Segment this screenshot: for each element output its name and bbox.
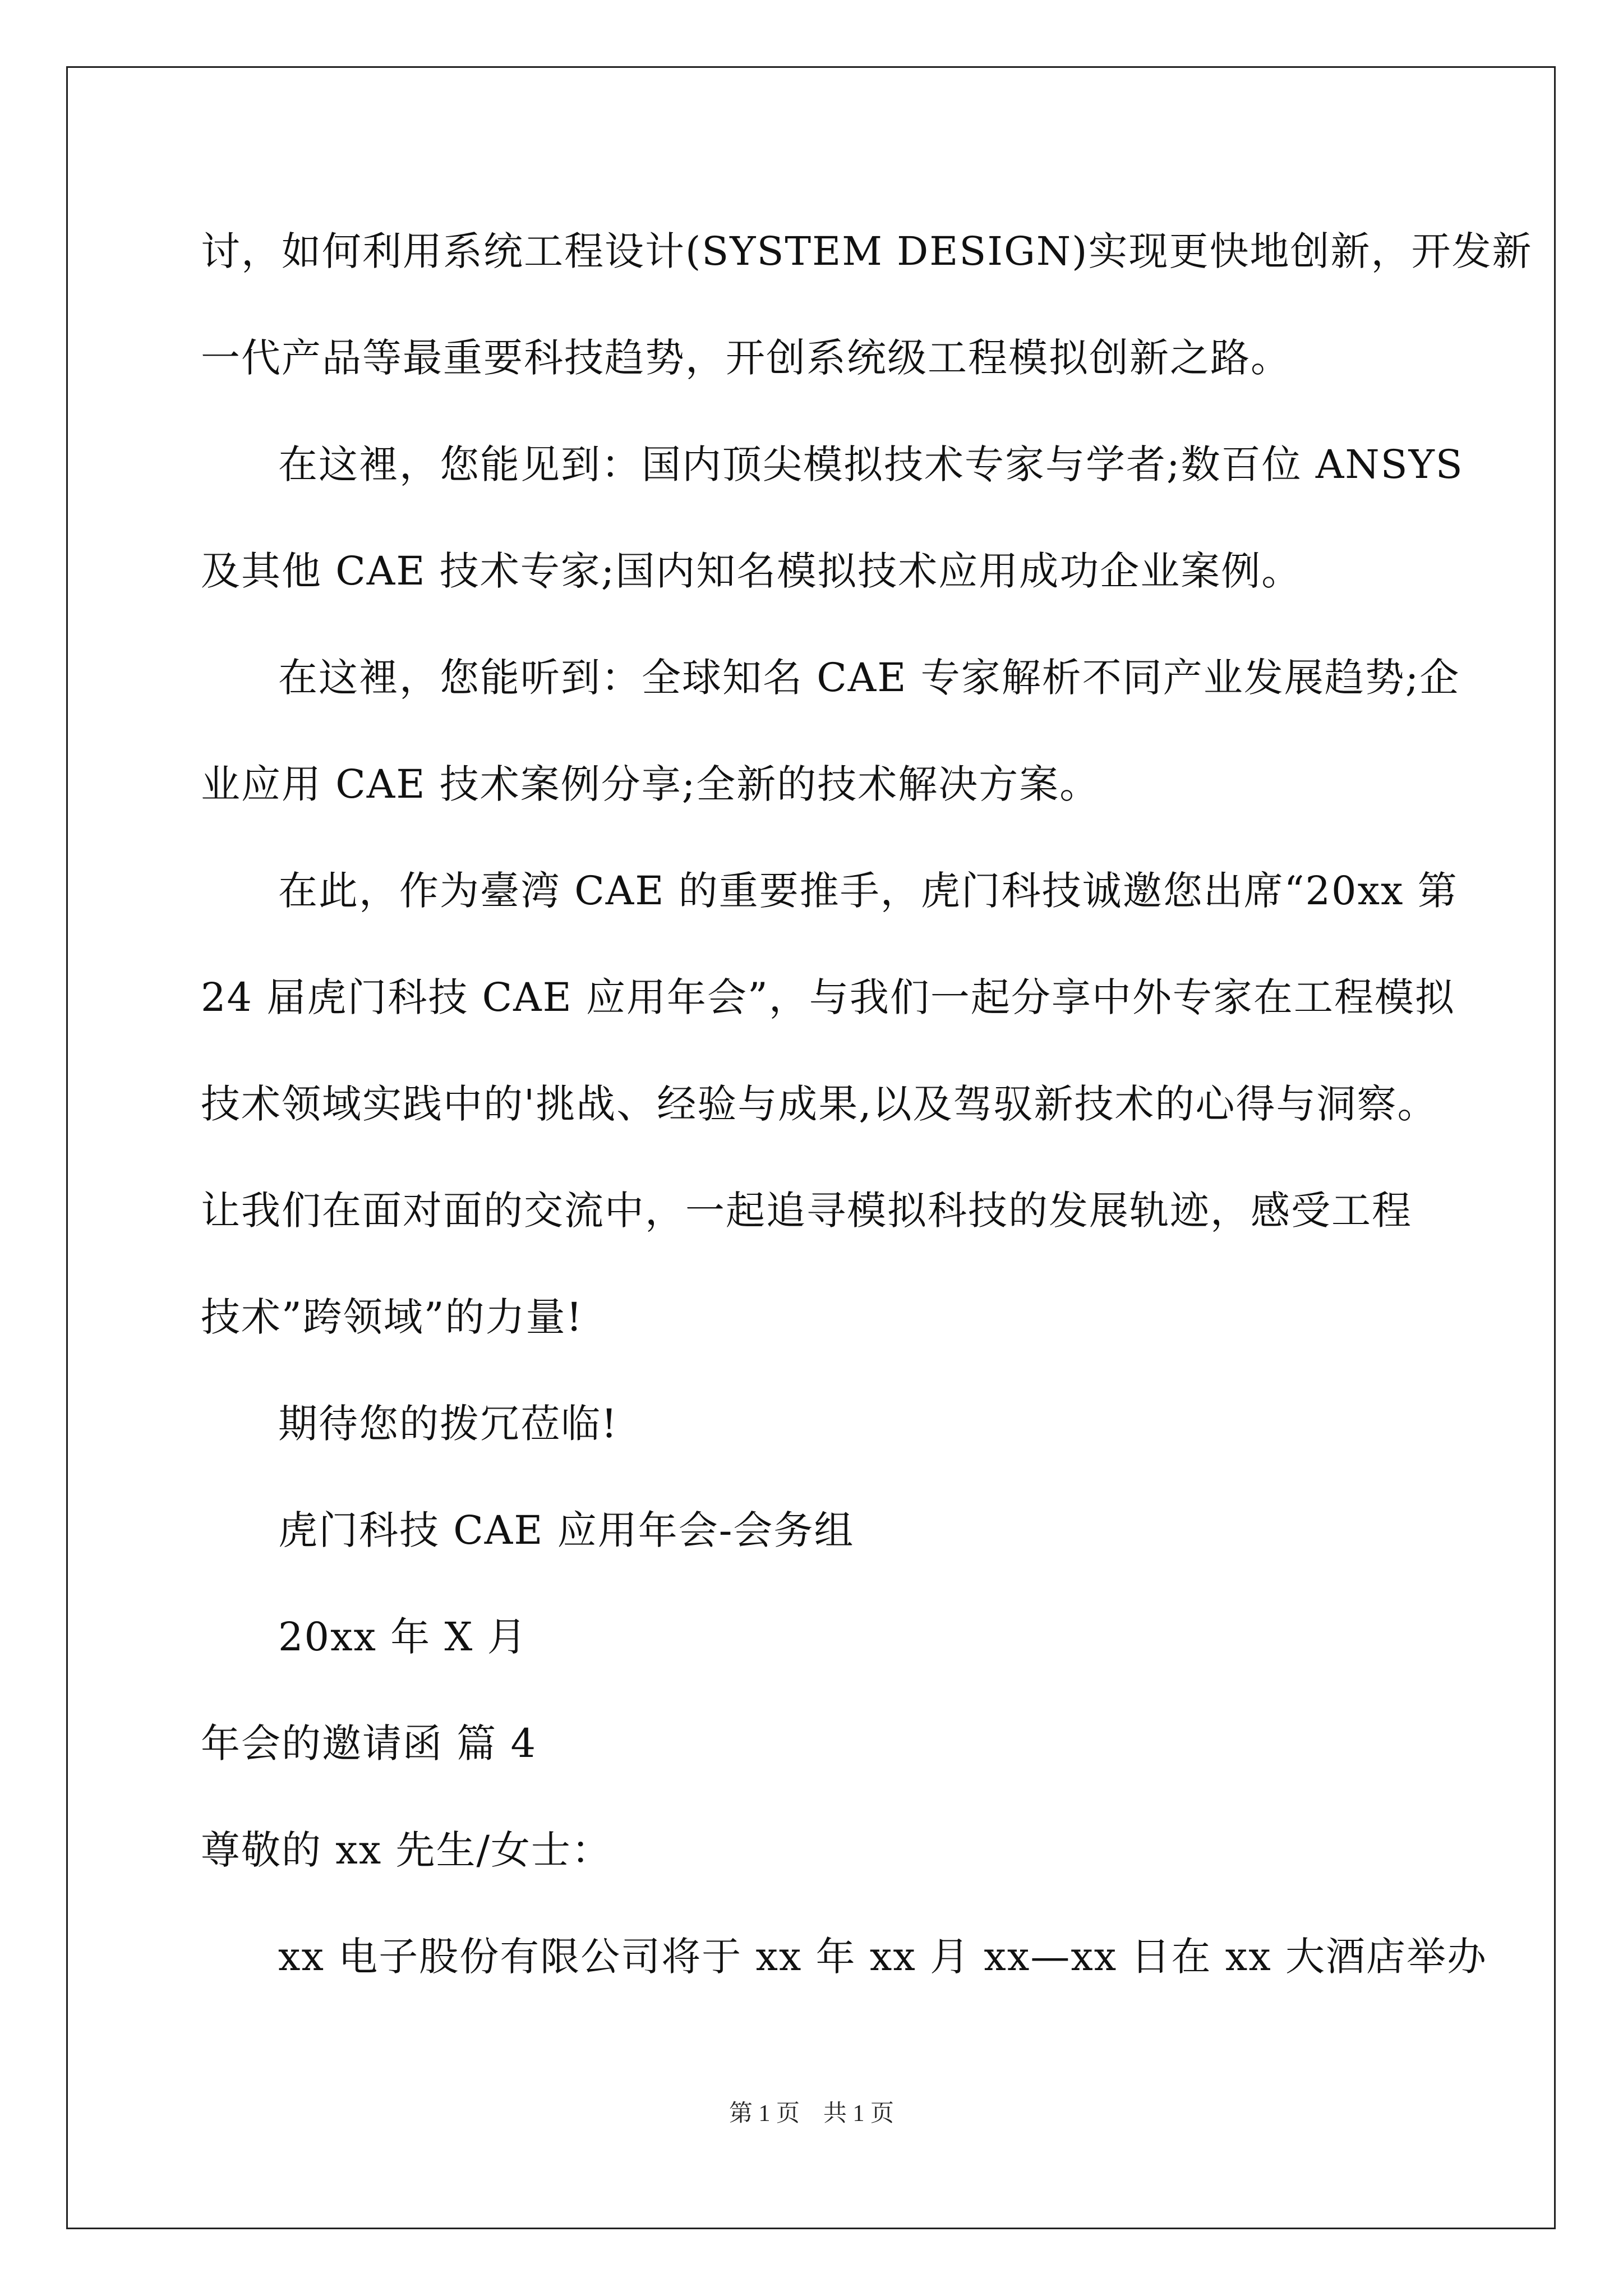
section-heading: 年会的邀请函 篇 4 <box>201 1720 537 1766</box>
body-line-2: 一代产品等最重要科技趋势，开创系统级工程模拟创新之路。 <box>201 335 1291 381</box>
page-border <box>66 66 1556 2229</box>
body-line-11: 技术”跨领域”的力量! <box>201 1294 583 1340</box>
body-line-9: 技术领域实践中的'挑战、经验与成果,以及驾驭新技术的心得与洞察。 <box>201 1081 1438 1127</box>
body-line-4: 及其他 CAE 技术专家;国内知名模拟技术应用成功企业案例。 <box>201 548 1302 594</box>
body-line-14: 20xx 年 X 月 <box>278 1614 528 1660</box>
body-line-17: xx 电子股份有限公司将于 xx 年 xx 月 xx—xx 日在 xx 大酒店举办 <box>278 1934 1487 1980</box>
body-line-3: 在这裡，您能见到：国内顶尖模拟技术专家与学者;数百位 ANSYS <box>278 441 1464 487</box>
body-line-10: 让我们在面对面的交流中，一起追寻模拟科技的发展轨迹，感受工程 <box>201 1188 1412 1234</box>
body-line-6: 业应用 CAE 技术案例分享;全新的技术解决方案。 <box>201 761 1100 807</box>
body-line-13: 虎门科技 CAE 应用年会-会务组 <box>278 1507 855 1553</box>
body-line-8: 24 届虎门科技 CAE 应用年会”，与我们一起分享中外专家在工程模拟 <box>201 974 1455 1020</box>
salutation: 尊敬的 xx 先生/女士： <box>201 1827 612 1873</box>
body-line-5: 在这裡，您能听到：全球知名 CAE 专家解析不同产业发展趋势;企 <box>278 655 1460 701</box>
body-line-1: 讨，如何利用系统工程设计(SYSTEM DESIGN)实现更快地创新，开发新 <box>201 228 1533 274</box>
page-footer: 第 1 页 共 1 页 <box>728 2101 894 2127</box>
body-line-12: 期待您的拨冗莅临! <box>278 1401 619 1447</box>
body-line-7: 在此，作为臺湾 CAE 的重要推手，虎门科技诚邀您出席“20xx 第 <box>278 868 1458 914</box>
